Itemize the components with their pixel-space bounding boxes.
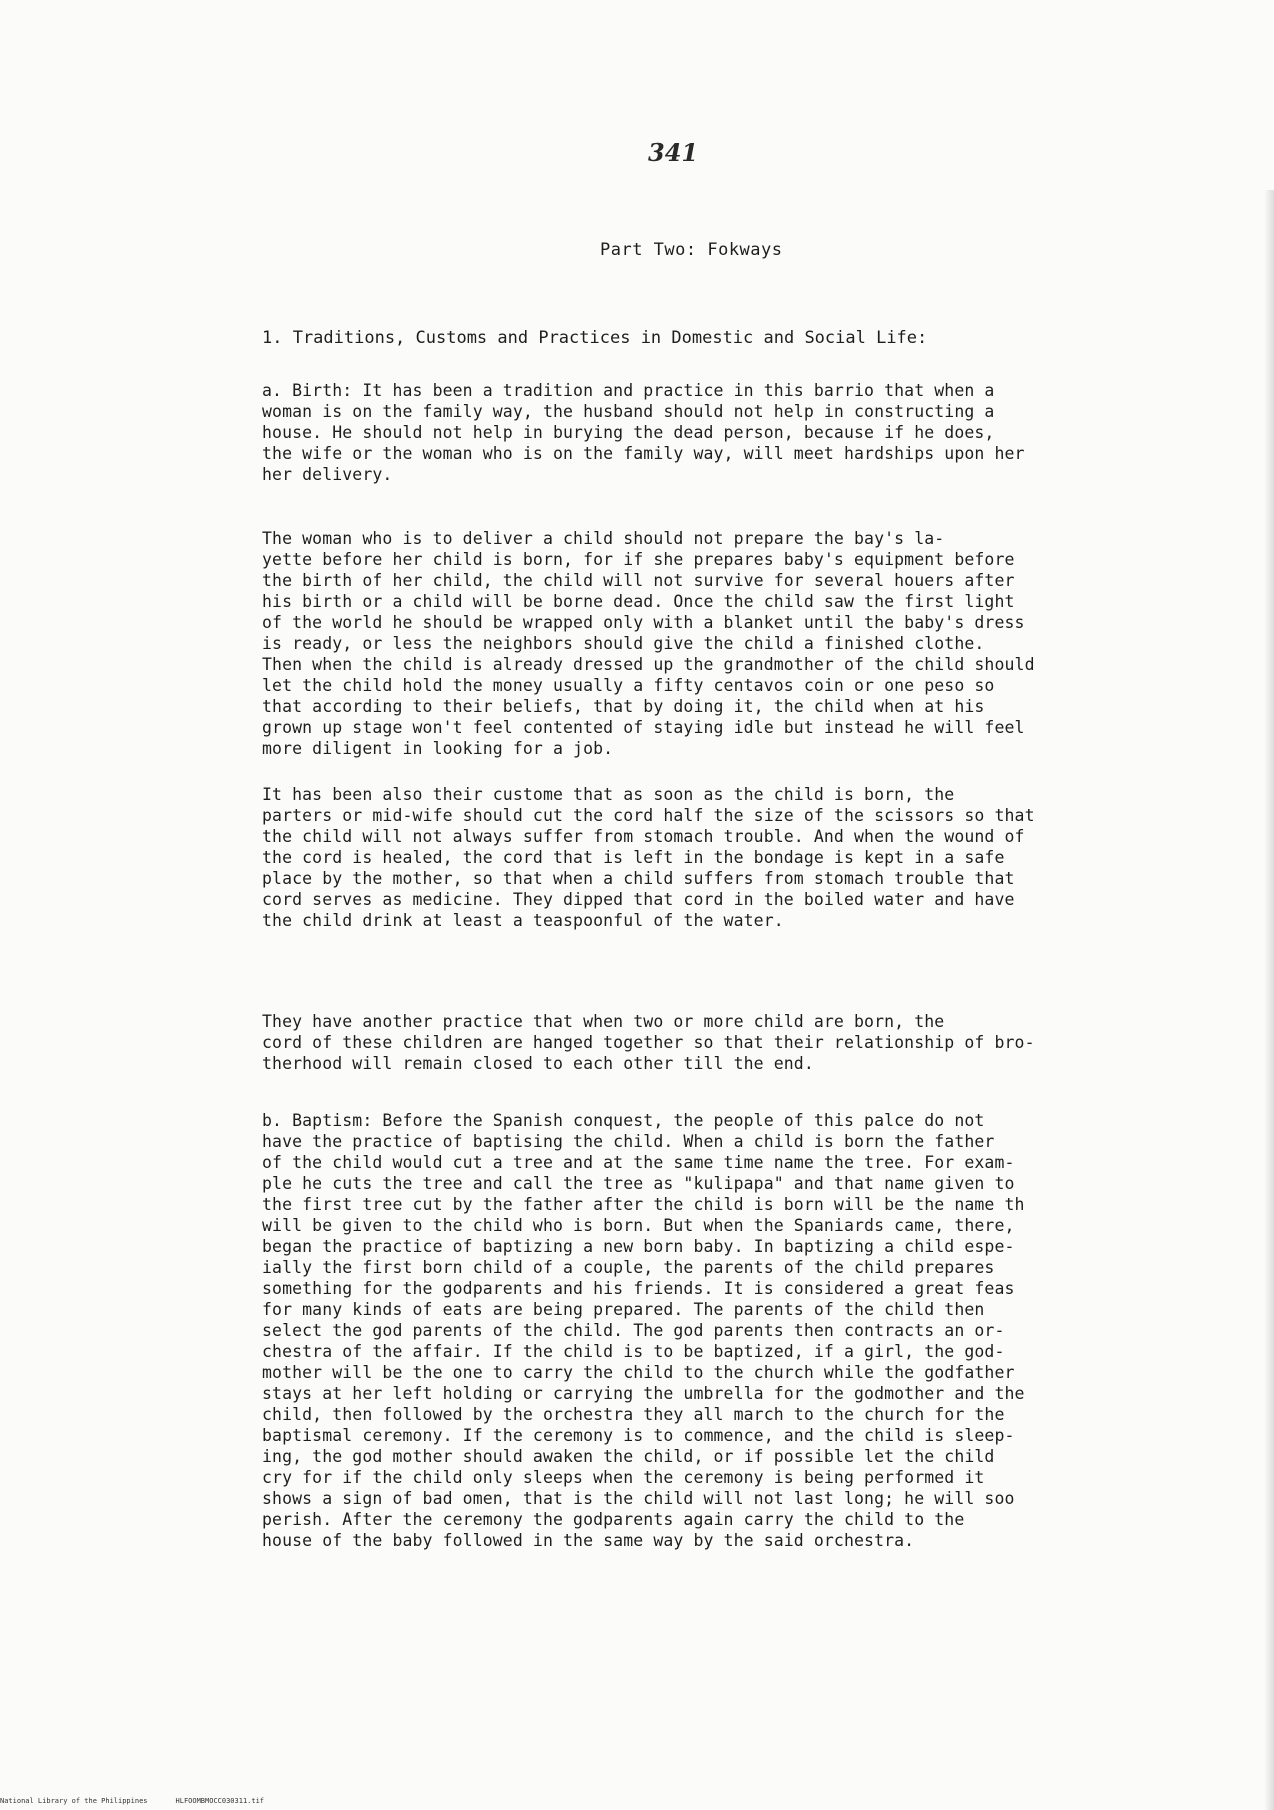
paragraph-cord: It has been also their custome that as soon as the child is born, the parters or mid-wife should cut the cord half the size of the scissors so that the child will not always suffer from stomach trouble. And when the wound of the cord is healed, the cord that is left in the bondage is kept in a safe place by the mother, so that when a child suffers from stomach trouble that cord serves as medicine. They dipped that cord in the boiled water and have the child drink at least a teaspoonful of the water. [262,785,1035,930]
section-heading: Part Two: Fokways [600,240,783,260]
page-number: 341 [648,138,699,167]
footer-filename: HLFOOMBMOCC030311.tif [175,1797,265,1805]
paragraph-layette: The woman who is to deliver a child should not prepare the bay's la- yette before her child is born, for if she prepares baby's equipment before the birth of her child, the child will not survive for several houers after his birth or a child will be borne dead. Once the child saw the first light of the world he should be wrapped only with a blanket until the baby's dress is ready, or less the neighbors should give the child a finished clothe. Then when the child is already dressed up the grandmother of the child should let the child hold the money usually a fifty centavos coin or one peso so that according to their beliefs, that by doing it, the child when at his grown up stage won't feel contented of staying idle but instead he will feel more diligent in looking for a job. [262,529,1035,758]
paragraph-twins: They have another practice that when two or more child are born, the cord of these children are hanged together so that their relationship of bro- therhood will remain closed to each other till the end. [262,1012,1035,1073]
paragraph-baptism: b. Baptism: Before the Spanish conquest, the people of this palce do not have the practice of baptising the child. When a child is born the father of the child would cut a tree and at the same time name the tree. For exam- ple he cuts the tree and call the tree as "kulipapa" and that name given to the first tree cut by the father after the child is born will be the name th will be given to the child who is born. But when the Spaniards came, there, began the practice of baptizing a new born baby. In baptizing a child espe- ially the first born child of a couple, the parents of the child prepares something for the godparents and his friends. It is considered a great feas for many kinds of eats are being prepared. The parents of the child then select the god parents of the child. The god parents then contracts an or- chestra of the affair. If the child is to be baptized, if a girl, the god- mother will be the one to carry the child to the church while the godfather stays at her left holding or carrying the umbrella for the godmother and the child, then followed by the orchestra they all march to the church for the baptismal ceremony. If the ceremony is to commence, and the child is sleep- ing, the god mother should awaken the child, or if possible let the child cry for if the child only sleeps when the ceremony is being performed it shows a sign of bad omen, that is the child will not last long; he will soo perish. After the ceremony the godparents again carry the child to the house of the baby followed in the same way by the said orchestra. [262,1111,1025,1550]
subsection-heading: 1. Traditions, Customs and Practices in Domestic and Social Life: [262,328,928,348]
scan-footer [0,1797,264,1805]
paragraph-birth: a. Birth: It has been a tradition and practice in this barrio that when a woman is on the family way, the husband should not help in constructing a house. He should not help in burying the dead person, because if he does, the wife or the woman who is on the family way, will meet hardships upon her her delivery. [262,381,1025,484]
footer-library: National Library of the Philippines [0,1797,148,1805]
